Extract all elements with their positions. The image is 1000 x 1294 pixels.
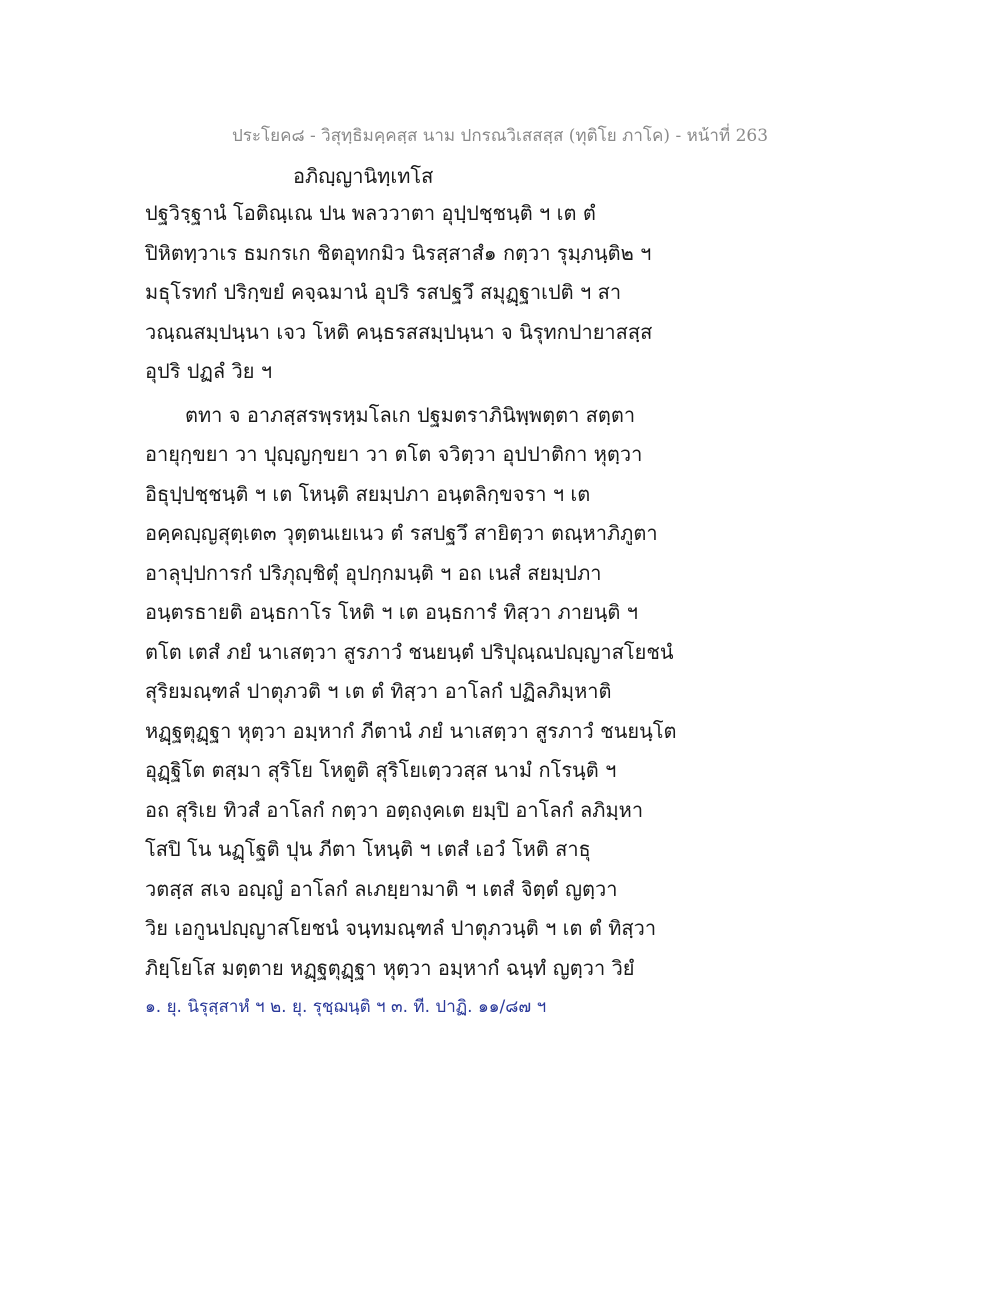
text-line: อายุกฺขยา วา ปุญฺญกฺขยา วา ตโต จวิตฺวา อุปปาติกา หุตฺวา: [145, 442, 643, 466]
text-line: มธุโรทกํ ปริกฺขยํ คจฺฉมานํ อุปริ รสปฐวึ สมุฏฺฐาเปติ ฯ สา: [145, 280, 622, 304]
text-line: หฏฺฐตุฏฺฐา หุตฺวา อมฺหากํ ภีตานํ ภยํ นาเสตฺวา สูรภาวํ ชนยนฺโต: [145, 718, 677, 743]
text-line: สุริยมณฺฑลํ ปาตุภวติ ฯ เต ตํ ทิสฺวา อาโลกํ ปฏิลภิมฺหาติ: [145, 679, 612, 703]
text-line: อถ สุริเย ทิวสํ อาโลกํ กตฺวา อตฺถงฺคเต ยมฺปิ อาโลกํ ลภิมฺหา: [145, 797, 644, 822]
text-line: ปิหิตทฺวาเร ธมกรเก ชิตอุทกมิว นิรสฺสาสํ๑ กตฺวา รุมฺภนฺติ๒ ฯ: [145, 240, 652, 265]
text-line: อคฺคญฺญสุตฺเต๓ วุตฺตนเยเนว ตํ รสปฐวึ สายิตฺวา ตณฺหาภิภูตา: [145, 521, 658, 545]
running-header: [0, 122, 1000, 149]
text-line: ตทา จ อาภสฺสรพฺรหฺมโลเก ปฐมตราภินิพฺพตฺตา สตฺตา: [185, 402, 636, 427]
footnote: ๑. ยุ. นิรุสฺสาหํ ฯ ๒. ยุ. รุชฺฌนฺติ ฯ ๓. ที. ปาฏิ. ๑๑/๘๗ ฯ: [145, 997, 547, 1017]
text-line: วตสฺส สเจ อญฺญํ อาโลกํ ลเภยฺยามาติ ฯ เตสํ จิตฺตํ ญตฺวา: [145, 876, 618, 901]
body-text: [145, 194, 865, 988]
text-line: อาลุปฺปการกํ ปริภุญฺชิตุํ อุปกฺกมนฺติ ฯ อถ เนสํ สยมฺปภา: [145, 560, 602, 585]
running-header-text: ประโยค๘ - วิสุทฺธิมคฺคสฺส นาม ปกรณวิเสสสฺส (ทุติโย ภาโค) - หน้าที่ 263: [231, 126, 769, 146]
text-line: วณฺณสมฺปนฺนา เจว โหติ คนฺธรสสมฺปนฺนา จ นิรุทกปายาสสฺส: [145, 319, 653, 344]
text-line: วิย เอกูนปญฺญาสโยชนํ จนฺทมณฺฑลํ ปาตุภวนฺติ ฯ เต ตํ ทิสฺวา: [145, 916, 657, 940]
text-line: อนฺตรธายติ อนฺธกาโร โหติ ฯ เต อนฺธการํ ทิสฺวา ภายนฺติ ฯ: [145, 600, 638, 624]
text-line: อิธุปฺปชฺชนฺติ ฯ เต โหนฺติ สยมฺปภา อนฺตลิกฺขจรา ฯ เต: [145, 481, 591, 506]
text-line: อุฏฺฐิโต ตสฺมา สุริโย โหตูติ สุริโยเตฺววสฺส นามํ กโรนฺติ ฯ: [145, 758, 617, 782]
text-line: ปฐวิรฺฐานํ โอติณฺเณ ปน พลววาตา อุปฺปชฺชนฺติ ฯ เต ตํ: [145, 201, 596, 225]
text-line: ภิยฺโยโส มตฺตาย หฏฺฐตุฏฺฐา หุตฺวา อมฺหากํ ฉนฺทํ ญตฺวา วิยํ: [145, 955, 635, 980]
text-line: โสปิ โน นฏฺโฐติ ปุน ภีตา โหนฺติ ฯ เตสํ เอวํ โหติ สาธุ: [145, 837, 591, 861]
text-line: อุปริ ปฏลํ วิย ฯ: [145, 359, 273, 383]
section-heading: อภิญฺญานิทฺเทโส: [293, 164, 434, 188]
text-line: ตโต เตสํ ภยํ นาเสตฺวา สูรภาวํ ชนยนฺตํ ปริปุณฺณปญฺญาสโยชนํ: [145, 639, 674, 664]
